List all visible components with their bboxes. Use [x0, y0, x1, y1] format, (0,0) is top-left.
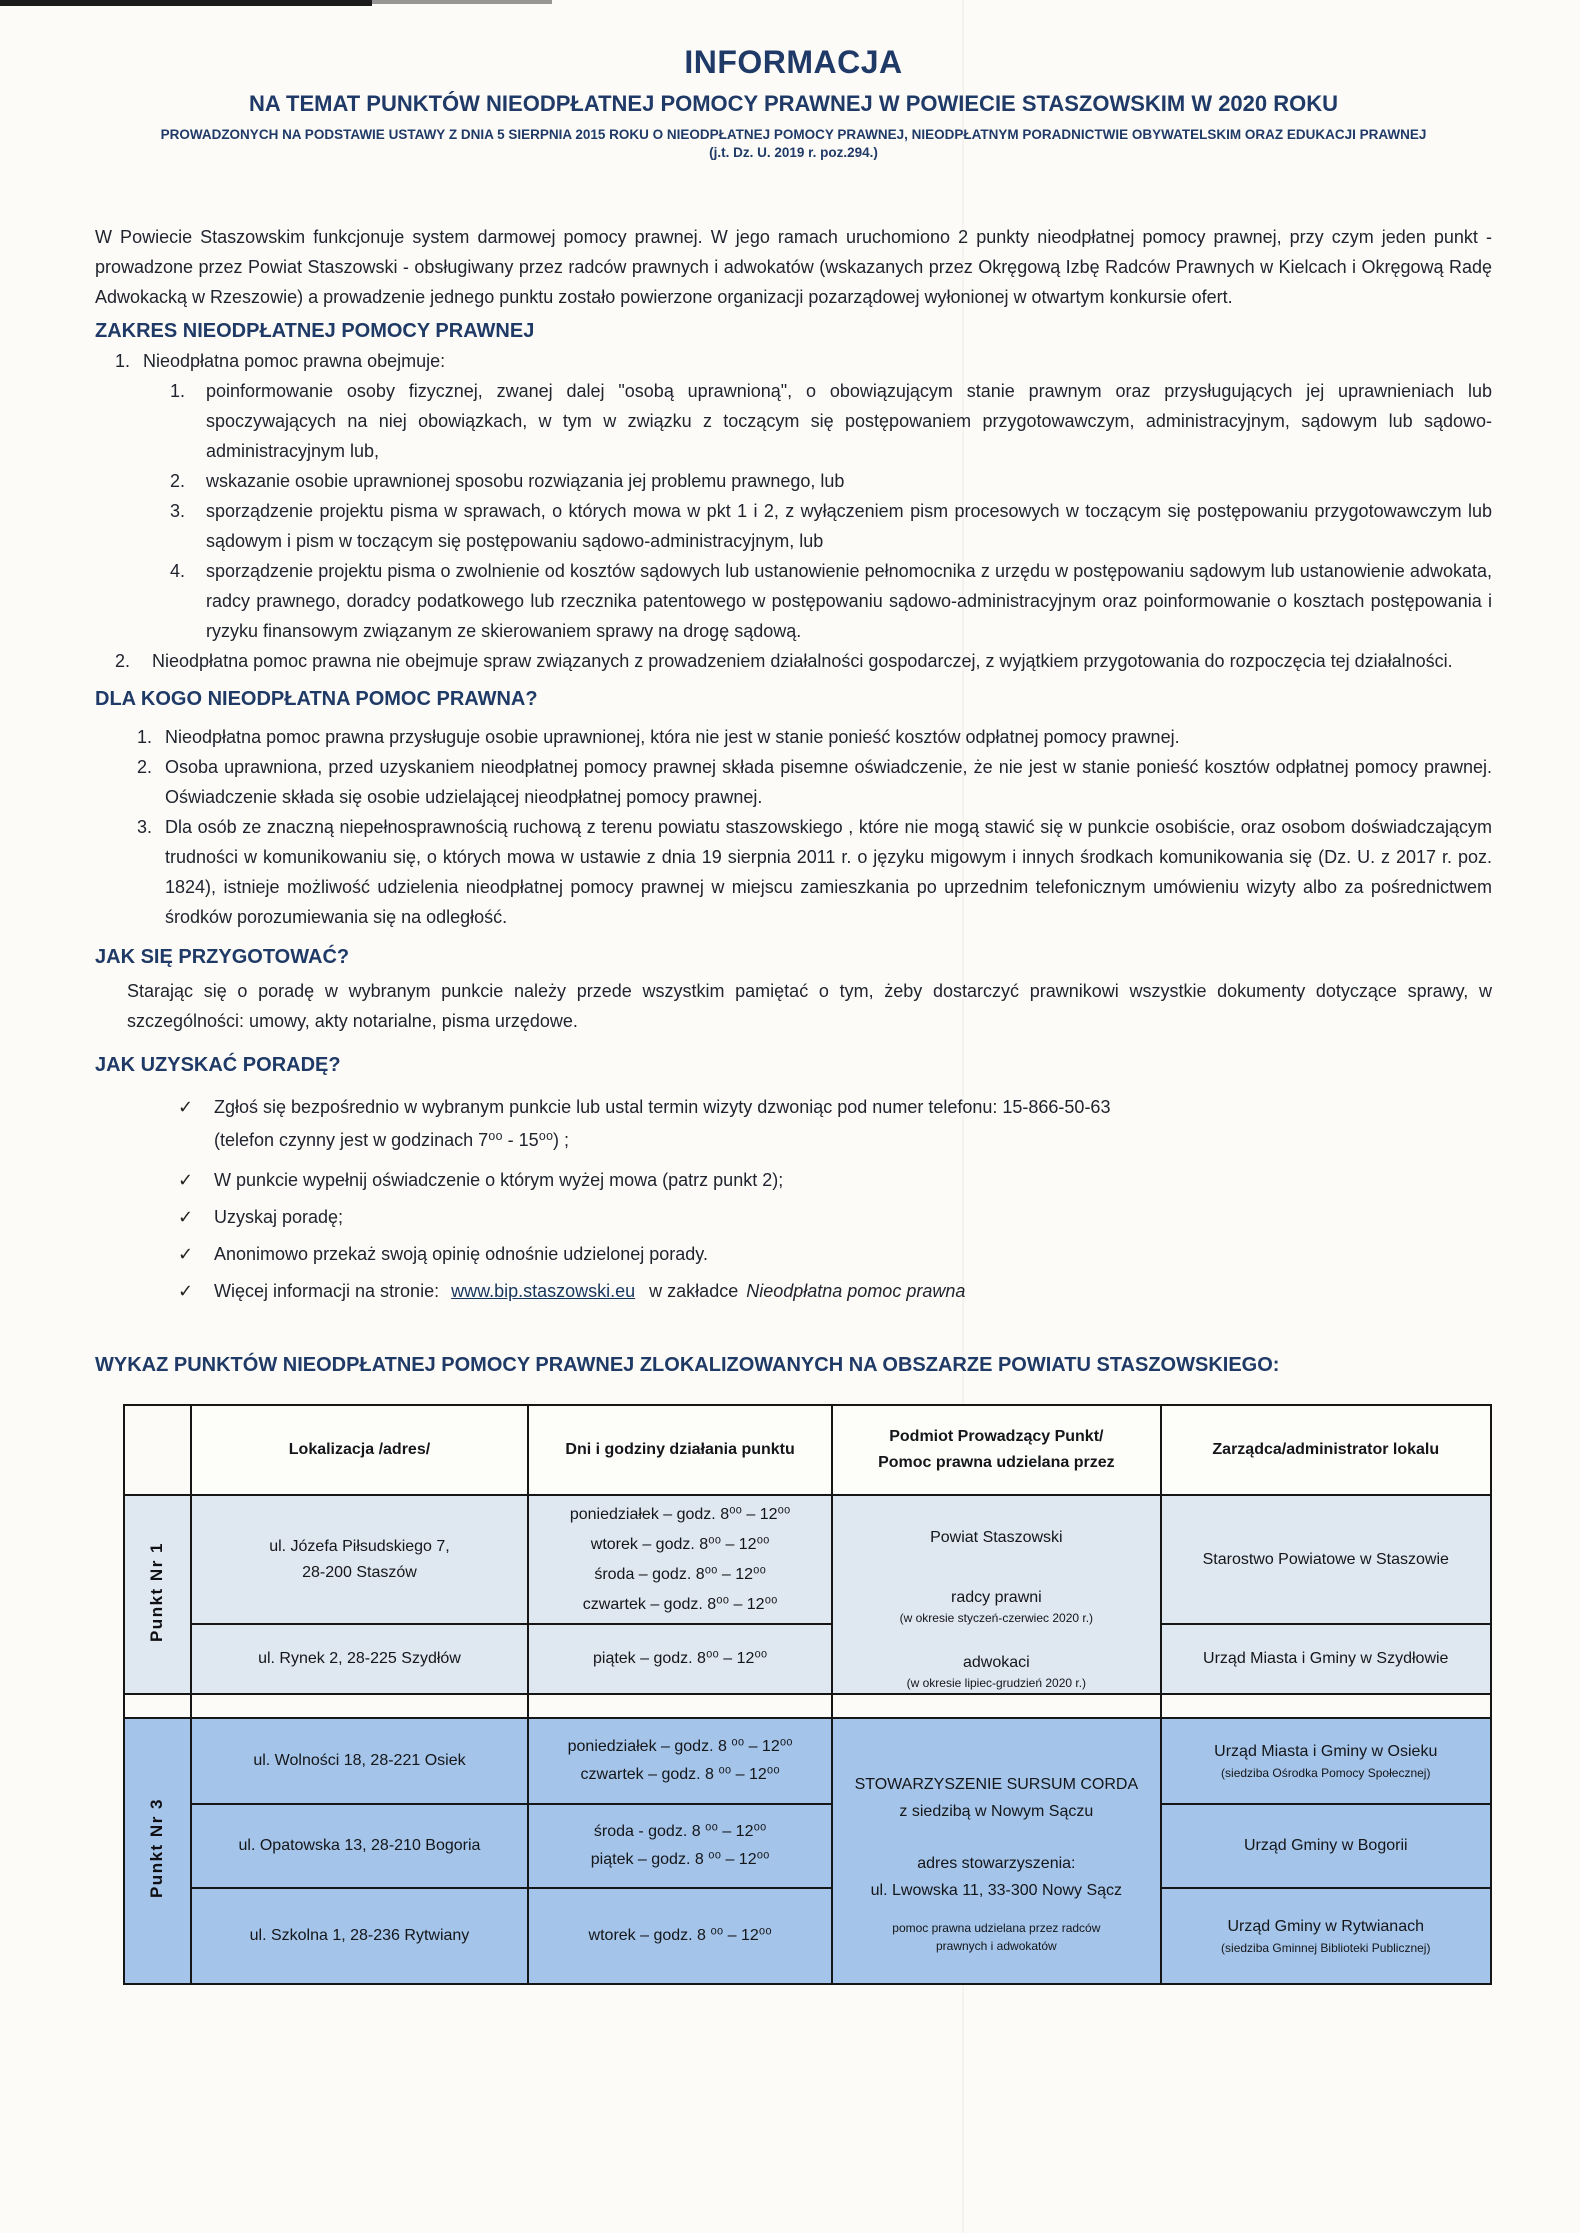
list-text: sporządzenie projektu pisma w sprawach, o których mowa w pkt 1 i 2, z wyłączeniem pism procesowych w toczącym się postępowaniu przygotowawczym lub sądowym i pism w toczącym się postępowaniu sądowo-administracyjnym, lub [206, 501, 1492, 551]
points-table [123, 1404, 1492, 1985]
table-spacer-cell [1161, 1694, 1491, 1718]
checkmark-icon: ✓ [178, 1097, 194, 1117]
provider-period-note: (w okresie lipiec-grudzień 2020 r.) [906, 1676, 1087, 1690]
table-spacer-cell [191, 1694, 528, 1718]
list-number: 4. [170, 561, 186, 581]
provider-line: adres stowarzyszenia: [917, 1854, 1076, 1872]
table-spacer-cell [832, 1694, 1160, 1718]
list-item [95, 466, 1492, 496]
list-item [95, 346, 1492, 376]
hours-line: środa - godz. 8 ⁰⁰ – 12⁰⁰ [593, 1823, 767, 1840]
checklist-text [214, 1276, 965, 1306]
admin-cell: Urząd Gminy w Bogorii [1161, 1804, 1491, 1888]
table-header-row [124, 1405, 1491, 1495]
admin-line: Urząd Gminy w Rytwianach [1227, 1918, 1424, 1935]
column-header-dni-godziny: Dni i godziny działania punktu [528, 1405, 832, 1495]
list-number: 1. [115, 351, 131, 371]
column-header-zarzadca: Zarządca/administrator lokalu [1161, 1405, 1491, 1495]
admin-line: Urząd Miasta i Gminy w Osieku [1214, 1743, 1438, 1760]
list-number: 1. [137, 727, 153, 747]
tab-name-text: Nieodpłatna pomoc prawna [746, 1281, 966, 1301]
hours-line: piątek – godz. 8⁰⁰ – 12⁰⁰ [592, 1650, 768, 1668]
column-header-line: Pomoc prawna udzielana przez [878, 1454, 1115, 1471]
hours-line: poniedziałek – godz. 8⁰⁰ – 12⁰⁰ [569, 1505, 791, 1523]
table-spacer-cell [124, 1694, 191, 1718]
section-heading-wykaz: WYKAZ PUNKTÓW NIEODPŁATNEJ POMOCY PRAWNEJ ZLOKALIZOWANYCH NA OBSZARZE POWIATU STASZOWSKIEGO: [95, 1354, 1280, 1376]
hours-cell [528, 1718, 832, 1804]
checklist-line: Zgłoś się bezpośrednio w wybranym punkcie lub ustal termin wizyty dzwoniąc pod numer telefonu: 15-866-50-63 [214, 1097, 1111, 1117]
section-heading-uzyskac: JAK UZYSKAĆ PORADĘ? [95, 1054, 341, 1076]
checklist-item [95, 1202, 1492, 1232]
hours-line: wtorek – godz. 8 ⁰⁰ – 12⁰⁰ [588, 1927, 772, 1944]
page-title: INFORMACJA [684, 44, 903, 80]
address-cell: ul. Rynek 2, 28-225 Szydłów [191, 1624, 528, 1694]
page-subtitle: NA TEMAT PUNKTÓW NIEODPŁATNEJ POMOCY PRAWNEJ W POWIECIE STASZOWSKIM W 2020 ROKU [248, 91, 1339, 116]
admin-cell: Urząd Miasta i Gminy w Szydłowie [1161, 1624, 1491, 1694]
checkmark-icon: ✓ [178, 1170, 194, 1190]
list-item [95, 376, 1492, 466]
section-heading-dla-kogo: DLA KOGO NIEODPŁATNA POMOC PRAWNA? [95, 688, 538, 710]
list-number: 2. [115, 651, 131, 671]
checklist-text: W punkcie wypełnij oświadczenie o którym wyżej mowa (patrz punkt 2); [214, 1170, 784, 1190]
column-header-podmiot [832, 1405, 1160, 1495]
provider-line: STOWARZYSZENIE SURSUM CORDA [854, 1775, 1139, 1793]
punkt-1-label: Punkt Nr 1 [147, 1541, 167, 1643]
list-text: Nieodpłatna pomoc prawna obejmuje: [143, 351, 446, 371]
info-prefix: Więcej informacji na stronie: [214, 1281, 440, 1301]
address-cell [191, 1495, 528, 1624]
provider-line: adwokaci [963, 1654, 1030, 1671]
provider-cell [832, 1495, 1160, 1694]
checklist-text: Anonimowo przekaż swoją opinię odnośnie udzielonej porady. [214, 1244, 708, 1264]
hours-line: piątek – godz. 8 ⁰⁰ – 12⁰⁰ [590, 1851, 770, 1868]
hours-cell [528, 1888, 832, 1984]
admin-cell [1161, 1888, 1491, 1984]
admin-cell: Starostwo Powiatowe w Staszowie [1161, 1495, 1491, 1624]
phone-hours-line: (telefon czynny jest w godzinach 7⁰⁰ - 15⁰⁰) ; [214, 1130, 570, 1150]
list-text: Osoba uprawniona, przed uzyskaniem nieodpłatnej pomocy prawnej składa pisemne oświadczenie, że nie jest w stanie ponieść kosztów odpłatnej pomocy prawnej. Oświadczenie składa się osobie udzielającej nieodpłatnej pomocy prawnej. [165, 757, 1492, 807]
checklist-text: Uzyskaj poradę; [214, 1207, 344, 1227]
column-header-line: Podmiot Prowadzący Punkt/ [889, 1428, 1104, 1445]
checkmark-icon: ✓ [178, 1281, 194, 1301]
provider-period-note: (w okresie styczeń-czerwiec 2020 r.) [899, 1611, 1094, 1625]
provider-cell [832, 1718, 1160, 1984]
bip-website-link[interactable]: www.bip.staszowski.eu [451, 1281, 636, 1301]
section-heading-zakres: ZAKRES NIEODPŁATNEJ POMOCY PRAWNEJ [95, 320, 535, 342]
list-item [95, 722, 1492, 752]
provider-line: z siedzibą w Nowym Sączu [899, 1802, 1094, 1820]
list-text: poinformowanie osoby fizycznej, zwanej dalej "osobą uprawnioną", o obowiązującym stanie prawnym oraz przysługujących jej uprawnieniach lub spoczywających na niej obowiązkach, w tym w związku z toczącym się postępowaniem przygotowawczym, administracyjnym, sądowym lub sądowo-administracyjnym lub, [206, 381, 1492, 461]
list-item [95, 812, 1492, 932]
punkt-3-label: Punkt Nr 3 [147, 1798, 167, 1899]
list-item [95, 646, 1492, 676]
provider-line: radcy prawni [951, 1589, 1042, 1606]
address-cell: ul. Opatowska 13, 28-210 Bogoria [191, 1804, 528, 1888]
admin-note: (siedziba Ośrodka Pomocy Społecznej) [1221, 1766, 1431, 1780]
list-item [95, 496, 1492, 556]
checklist-item [95, 1239, 1492, 1269]
hours-line: poniedziałek – godz. 8 ⁰⁰ – 12⁰⁰ [567, 1738, 793, 1755]
intro-paragraph: W Powiecie Staszowskim funkcjonuje system darmowej pomocy prawnej. W jego ramach uruchomiono 2 punkty nieodpłatnej pomocy prawnej, przy czym jeden punkt - prowadzone przez Powiat Staszowski - obsługiwany przez radców prawnych i adwokatów (wskazanych przez Okręgową Izbę Radców Prawnych w Kielcach i Okręgową Radę Adwokacką w Rzeszowie) a prowadzenie jednego punktu zostało powierzone organizacji pozarządowej wyłonionej w otwartym konkursie ofert. [95, 227, 1492, 307]
table-header-ghost-cell [124, 1405, 191, 1495]
checklist-text [214, 1092, 1110, 1158]
legal-basis-line: PROWADZONYCH NA PODSTAWIE USTAWY Z DNIA 5 SIERPNIA 2015 ROKU O NIEODPŁATNEJ POMOCY PRAWNEJ, NIEODPŁATNYM PORADNICTWIE OBYWATELSKIM ORAZ EDUKACJI PRAWNEJ [160, 127, 1427, 142]
list-number: 1. [170, 381, 186, 401]
table-spacer-row [124, 1694, 1491, 1718]
section-heading-przygotowac: JAK SIĘ PRZYGOTOWAĆ? [95, 946, 350, 968]
table-row [124, 1624, 1491, 1694]
checklist-item [95, 1276, 1492, 1306]
table-row [124, 1718, 1491, 1804]
hours-line: środa – godz. 8⁰⁰ – 12⁰⁰ [594, 1565, 766, 1583]
admin-cell [1161, 1718, 1491, 1804]
table-row [124, 1888, 1491, 1984]
list-text: Dla osób ze znaczną niepełnosprawnością ruchową z terenu powiatu staszowskiego , które nie mogą stawić się w punkcie osobiście, oraz osobom doświadczającym trudności w komunikowaniu się, o których mowa w ustawie z dnia 19 sierpnia 2011 r. o języku migowym i innych środkach komunikowania się (Dz. U. z 2017 r. poz. 1824), istnieje możliwość udzielenia nieodpłatnej pomocy prawnej w miejscu zamieszkania po uprzednim telefonicznym umówieniu wizyty albo za pośrednictwem środków porozumiewania się na odległość. [165, 817, 1492, 927]
address-cell: ul. Szkolna 1, 28-236 Rytwiany [191, 1888, 528, 1984]
list-text: Nieodpłatna pomoc prawna nie obejmuje spraw związanych z prowadzeniem działalności gospodarczej, z wyjątkiem przygotowania do rozpoczęcia tej działalności. [152, 651, 1453, 671]
punkt-3-label-cell [124, 1718, 191, 1984]
list-text: Nieodpłatna pomoc prawna przysługuje osobie uprawnionej, która nie jest w stanie ponieść kosztów odpłatnej pomocy prawnej. [165, 727, 1180, 747]
checkmark-icon: ✓ [178, 1244, 194, 1264]
checklist-item [95, 1165, 1492, 1195]
list-text: wskazanie osobie uprawnionej sposobu rozwiązania jej problemu prawnego, lub [206, 471, 845, 491]
address-line: ul. Józefa Piłsudskiego 7, [269, 1537, 450, 1555]
checkmark-icon: ✓ [178, 1207, 194, 1227]
list-number: 2. [137, 757, 153, 777]
table-row [124, 1495, 1491, 1624]
list-number: 2. [170, 471, 186, 491]
hours-line: czwartek – godz. 8⁰⁰ – 12⁰⁰ [582, 1595, 778, 1613]
journal-reference: (j.t. Dz. U. 2019 r. poz.294.) [709, 145, 878, 160]
list-item [95, 556, 1492, 646]
provider-line: ul. Lwowska 11, 33-300 Nowy Sącz [870, 1881, 1123, 1899]
provider-note-line: prawnych i adwokatów [935, 1938, 1057, 1953]
address-cell: ul. Wolności 18, 28-221 Osiek [191, 1718, 528, 1804]
info-middle: w zakładce [649, 1281, 739, 1301]
checklist-item [95, 1092, 1492, 1158]
list-number: 3. [170, 501, 186, 521]
hours-cell [528, 1804, 832, 1888]
prep-paragraph: Starając się o poradę w wybranym punkcie należy przede wszystkim pamiętać o tym, żeby dostarczyć prawnikowi wszystkie dokumenty dotyczące sprawy, w szczególności: umowy, akty notarialne, pisma urzędowe. [127, 981, 1492, 1031]
admin-note: (siedziba Gminnej Biblioteki Publicznej) [1221, 1941, 1431, 1955]
provider-line: Powiat Staszowski [930, 1529, 1063, 1546]
list-item [95, 752, 1492, 812]
column-header-lokalizacja: Lokalizacja /adres/ [191, 1405, 528, 1495]
hours-cell [528, 1495, 832, 1624]
provider-note-line: pomoc prawna udzielana przez radców [892, 1920, 1101, 1935]
hours-cell [528, 1624, 832, 1694]
punkt-1-label-cell [124, 1495, 191, 1694]
table-row [124, 1804, 1491, 1888]
hours-line: czwartek – godz. 8 ⁰⁰ – 12⁰⁰ [580, 1766, 780, 1783]
table-spacer-cell [528, 1694, 832, 1718]
list-text: sporządzenie projektu pisma o zwolnienie od kosztów sądowych lub ustanowienie pełnomocnika z urzędu w postępowaniu sądowym lub ustanowienie adwokata, radcy prawnego, doradcy podatkowego lub rzecznika patentowego w postępowaniu sądowo-administracyjnym oraz poinformowanie o kosztach postępowania i ryzyku finansowym związanym ze skierowaniem sprawy na drogę sądową. [206, 561, 1492, 641]
hours-line: wtorek – godz. 8⁰⁰ – 12⁰⁰ [590, 1535, 770, 1553]
address-line: 28-200 Staszów [302, 1563, 417, 1581]
list-number: 3. [137, 817, 153, 837]
